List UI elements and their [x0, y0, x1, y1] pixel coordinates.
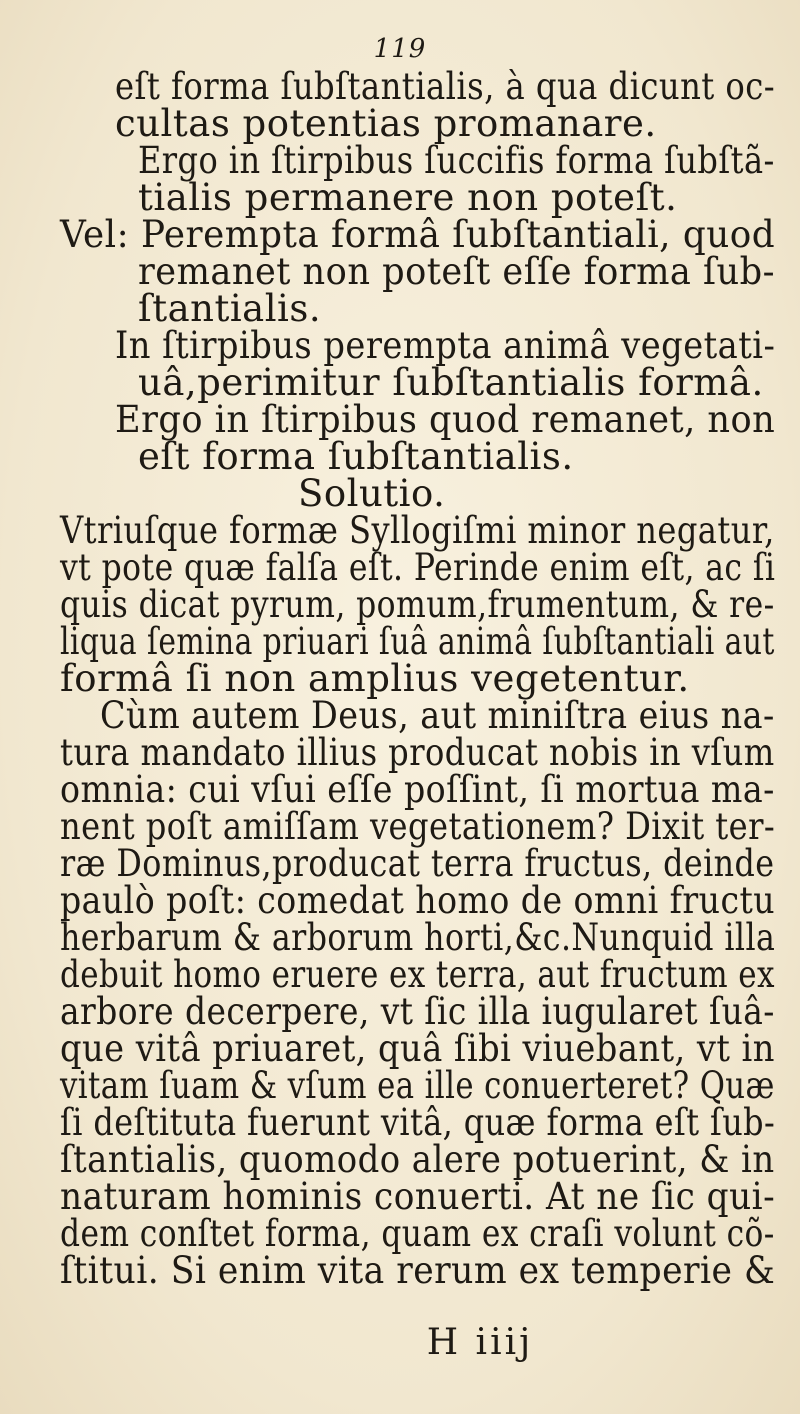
text-line: ræ Dominus,producat terra fructus, deinde	[60, 842, 775, 885]
text-line: eſt forma ſubſtantialis, à qua dicunt oc-	[115, 65, 776, 108]
page-number: 119	[373, 34, 427, 64]
text-line: tialis permanere non poteſt.	[138, 176, 678, 219]
text-line: Cùm autem Deus, aut miniſtra eius na-	[100, 694, 775, 737]
text-line: debuit homo eruere ex terra, aut fructum ex	[60, 953, 775, 996]
text-line: Vel: Perempta formâ ſubſtantiali, quod	[60, 213, 776, 256]
text-line: ſi deſtituta fuerunt vitâ, quæ forma eſt ſub-	[60, 1101, 776, 1144]
text-line: tura mandato illius producat nobis in vſum	[60, 731, 775, 774]
text-line: que vitâ priuaret, quâ ſibi viuebant, vt in	[60, 1027, 775, 1070]
text-line: Ergo in ſtirpibus quod remanet, non	[115, 398, 776, 441]
text-line: Ergo in ſtirpibus ſuccifis forma ſubſtã-	[138, 139, 775, 182]
text-line: uâ,perimitur ſubſtantialis formâ.	[138, 361, 764, 404]
text-line: ſtantialis.	[138, 287, 322, 330]
text-line: ſtitui. Si enim vita rerum ex temperie &	[60, 1249, 776, 1292]
text-line: quis dicat pyrum, pomum,frumentum, & re-	[60, 583, 775, 626]
text-line: cultas potentias promanare.	[115, 102, 657, 145]
text-line: In ſtirpibus perempta animâ vegetati-	[115, 324, 776, 367]
text-line: naturam hominis conuerti. At ne ſic qui-	[60, 1175, 776, 1218]
text-line: arbore decerpere, vt ſic illa iugularet ſuâ-	[60, 990, 775, 1033]
text-line: liqua ſemina priuari ſuâ animâ ſubſtantiali aut	[60, 620, 775, 663]
text-line: vitam ſuam & vſum ea ille conuerteret? Quæ	[60, 1064, 775, 1107]
text-line: herbarum & arborum horti,&c.Nunquid illa	[60, 916, 776, 959]
text-line: eſt forma ſubſtantialis.	[138, 435, 574, 478]
text-line: ſtantialis, quomodo alere potuerint, & in	[60, 1138, 775, 1181]
text-line: formâ ſi non amplius vegetentur.	[60, 657, 690, 700]
signature-mark: H iiij	[426, 1322, 534, 1363]
text-line: dem conſtet forma, quam ex craſi volunt cõ-	[60, 1212, 775, 1255]
text-line: vt pote quæ falſa eſt. Perinde enim eſt, ac ſi	[60, 546, 776, 589]
text-line: remanet non poteſt eſſe forma ſub-	[138, 250, 776, 293]
section-heading: Solutio.	[298, 472, 446, 515]
text-line: paulò poſt: comedat homo de omni fructu	[60, 879, 776, 922]
text-line: omnia: cui vſui eſſe poſſint, ſi mortua ma-	[60, 768, 775, 811]
text-line: nent poſt amiſſam vegetationem? Dixit ter-	[60, 805, 776, 848]
text-line: Vtriuſque formæ Syllogiſmi minor negatur,	[60, 509, 775, 552]
